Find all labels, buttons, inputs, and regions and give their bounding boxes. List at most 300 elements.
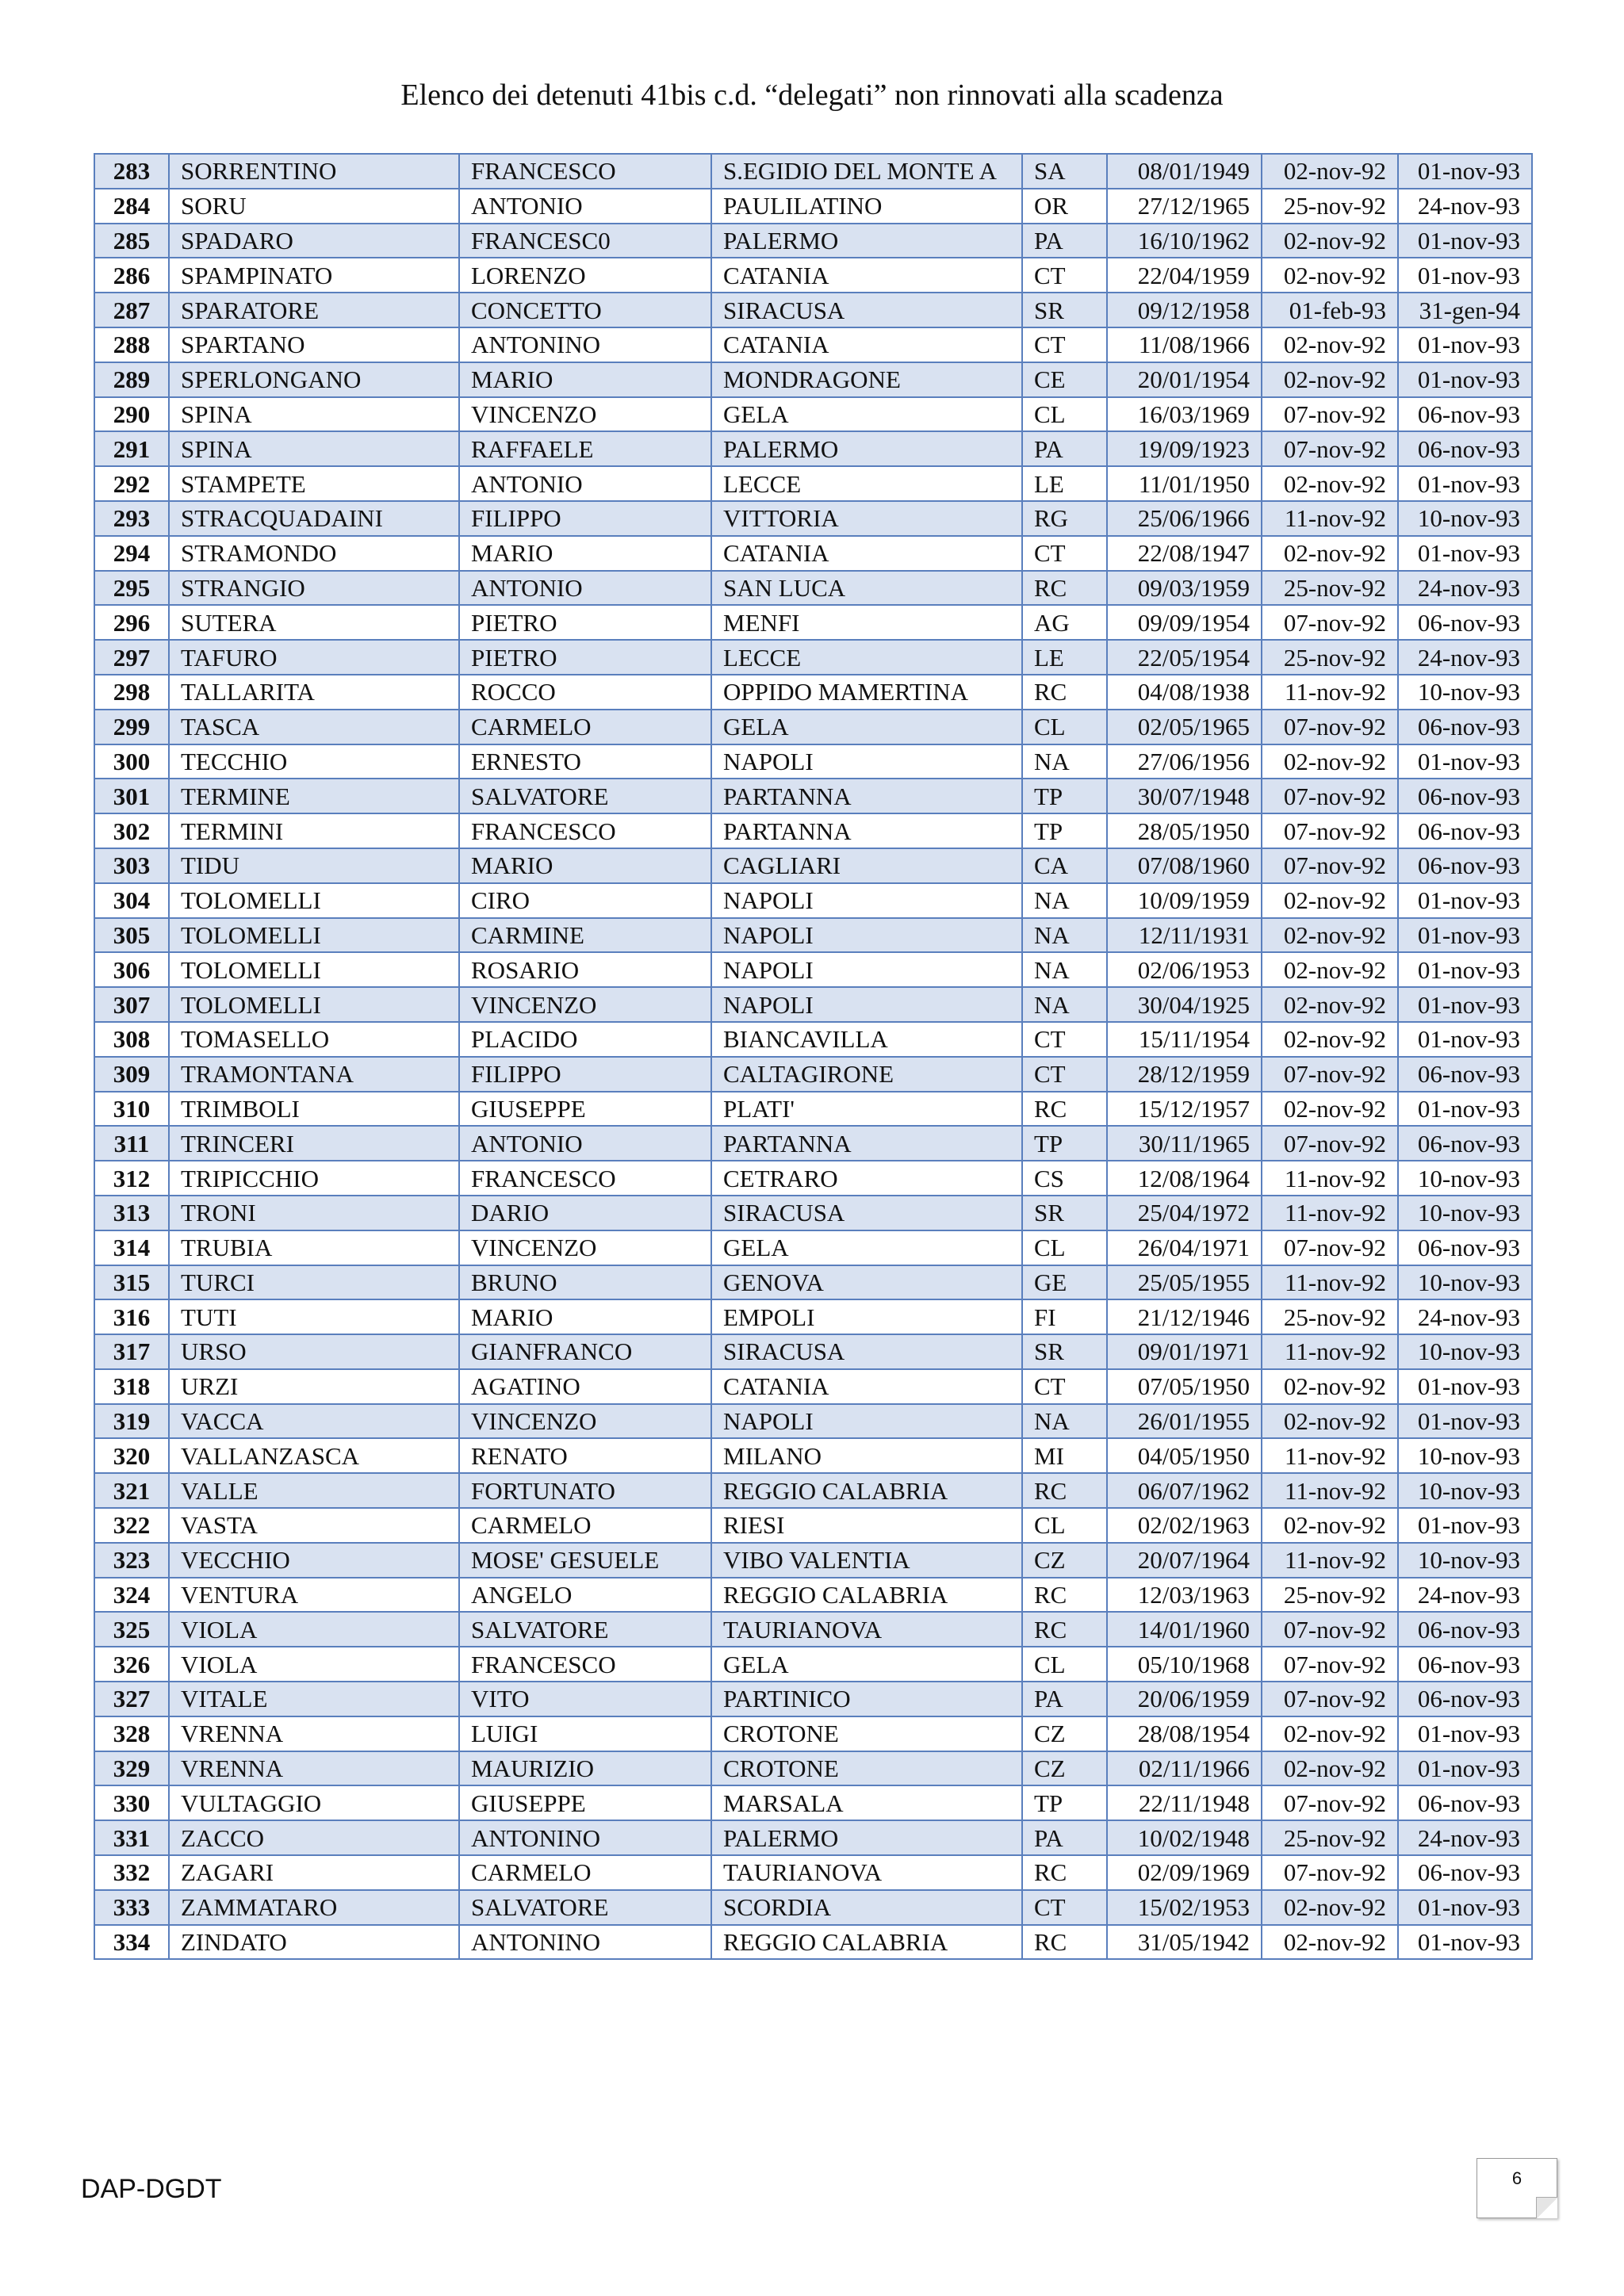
cell-first-name: MARIO [459, 1299, 711, 1334]
cell-start-date: 02-nov-92 [1262, 536, 1398, 571]
cell-surname: VIOLA [169, 1612, 459, 1647]
cell-birthplace: CATANIA [711, 1369, 1022, 1404]
cell-birth-date: 28/05/1950 [1107, 813, 1262, 848]
cell-start-date: 07-nov-92 [1262, 397, 1398, 432]
table-row [94, 1925, 1532, 1960]
cell-birth-date: 25/06/1966 [1107, 501, 1262, 536]
cell-row-number: 298 [94, 675, 169, 710]
cell-surname: TURCI [169, 1265, 459, 1300]
cell-first-name: ANGELO [459, 1578, 711, 1613]
cell-surname: SPINA [169, 397, 459, 432]
cell-surname: TRINCERI [169, 1126, 459, 1161]
cell-start-date: 02-nov-92 [1262, 987, 1398, 1022]
cell-start-date: 02-nov-92 [1262, 466, 1398, 501]
cell-birth-date: 20/06/1959 [1107, 1682, 1262, 1716]
cell-start-date: 02-nov-92 [1262, 918, 1398, 953]
cell-birthplace: SIRACUSA [711, 293, 1022, 327]
cell-surname: TAFURO [169, 640, 459, 675]
cell-surname: SUTERA [169, 605, 459, 640]
cell-start-date: 02-nov-92 [1262, 952, 1398, 987]
cell-end-date: 24-nov-93 [1398, 189, 1532, 224]
cell-province: NA [1022, 952, 1107, 987]
cell-start-date: 02-nov-92 [1262, 224, 1398, 258]
cell-end-date: 10-nov-93 [1398, 1265, 1532, 1300]
cell-first-name: FRANCESCO [459, 813, 711, 848]
cell-birthplace: CROTONE [711, 1751, 1022, 1786]
table-row [94, 813, 1532, 848]
cell-birthplace: NAPOLI [711, 952, 1022, 987]
cell-end-date: 06-nov-93 [1398, 605, 1532, 640]
cell-start-date: 02-nov-92 [1262, 327, 1398, 362]
cell-row-number: 315 [94, 1265, 169, 1300]
cell-surname: STRACQUADAINI [169, 501, 459, 536]
table-row [94, 536, 1532, 571]
cell-birthplace: TAURIANOVA [711, 1612, 1022, 1647]
page-number-box [1477, 2158, 1557, 2218]
cell-first-name: MARIO [459, 362, 711, 397]
cell-birth-date: 09/01/1971 [1107, 1334, 1262, 1369]
cell-province: CZ [1022, 1543, 1107, 1578]
cell-province: CT [1022, 1057, 1107, 1092]
cell-province: CT [1022, 327, 1107, 362]
cell-start-date: 07-nov-92 [1262, 848, 1398, 883]
cell-row-number: 302 [94, 813, 169, 848]
cell-end-date: 10-nov-93 [1398, 1438, 1532, 1473]
cell-first-name: ANTONIO [459, 571, 711, 606]
cell-birth-date: 09/12/1958 [1107, 293, 1262, 327]
cell-row-number: 327 [94, 1682, 169, 1716]
cell-province: CL [1022, 1230, 1107, 1265]
page-curl-icon [1536, 2197, 1557, 2218]
cell-start-date: 02-nov-92 [1262, 362, 1398, 397]
cell-first-name: ANTONINO [459, 1820, 711, 1855]
cell-first-name: CARMINE [459, 918, 711, 953]
cell-end-date: 06-nov-93 [1398, 1057, 1532, 1092]
cell-end-date: 01-nov-93 [1398, 1092, 1532, 1127]
cell-start-date: 25-nov-92 [1262, 1820, 1398, 1855]
cell-birthplace: NAPOLI [711, 883, 1022, 918]
cell-surname: URZI [169, 1369, 459, 1404]
cell-birth-date: 12/11/1931 [1107, 918, 1262, 953]
cell-birth-date: 16/03/1969 [1107, 397, 1262, 432]
cell-birthplace: RIESI [711, 1508, 1022, 1543]
cell-row-number: 316 [94, 1299, 169, 1334]
table-row [94, 1855, 1532, 1890]
cell-birth-date: 04/08/1938 [1107, 675, 1262, 710]
cell-province: CL [1022, 1508, 1107, 1543]
cell-province: CT [1022, 1369, 1107, 1404]
cell-birthplace: CROTONE [711, 1716, 1022, 1751]
cell-start-date: 11-nov-92 [1262, 675, 1398, 710]
cell-birthplace: CALTAGIRONE [711, 1057, 1022, 1092]
table-row [94, 848, 1532, 883]
table-row [94, 883, 1532, 918]
cell-row-number: 308 [94, 1022, 169, 1057]
cell-row-number: 285 [94, 224, 169, 258]
cell-row-number: 317 [94, 1334, 169, 1369]
table-row [94, 293, 1532, 327]
cell-end-date: 01-nov-93 [1398, 744, 1532, 779]
cell-end-date: 06-nov-93 [1398, 813, 1532, 848]
cell-end-date: 06-nov-93 [1398, 1126, 1532, 1161]
cell-province: PA [1022, 431, 1107, 466]
cell-first-name: FILIPPO [459, 1057, 711, 1092]
cell-surname: SPAMPINATO [169, 258, 459, 293]
cell-province: RC [1022, 571, 1107, 606]
cell-row-number: 321 [94, 1473, 169, 1508]
cell-start-date: 25-nov-92 [1262, 640, 1398, 675]
cell-birthplace: CETRARO [711, 1161, 1022, 1196]
cell-start-date: 02-nov-92 [1262, 154, 1398, 189]
cell-surname: STAMPETE [169, 466, 459, 501]
cell-first-name: PLACIDO [459, 1022, 711, 1057]
cell-start-date: 07-nov-92 [1262, 1126, 1398, 1161]
cell-surname: VRENNA [169, 1716, 459, 1751]
cell-birthplace: LECCE [711, 640, 1022, 675]
cell-end-date: 01-nov-93 [1398, 224, 1532, 258]
table-row [94, 1473, 1532, 1508]
cell-birthplace: PARTANNA [711, 1126, 1022, 1161]
cell-birth-date: 11/08/1966 [1107, 327, 1262, 362]
cell-birth-date: 02/09/1969 [1107, 1855, 1262, 1890]
cell-row-number: 299 [94, 710, 169, 744]
cell-birth-date: 14/01/1960 [1107, 1612, 1262, 1647]
cell-province: CS [1022, 1161, 1107, 1196]
cell-birth-date: 16/10/1962 [1107, 224, 1262, 258]
cell-birth-date: 12/08/1964 [1107, 1161, 1262, 1196]
cell-first-name: VINCENZO [459, 987, 711, 1022]
table-row [94, 1196, 1532, 1230]
cell-end-date: 01-nov-93 [1398, 466, 1532, 501]
cell-end-date: 24-nov-93 [1398, 1299, 1532, 1334]
cell-start-date: 11-nov-92 [1262, 501, 1398, 536]
cell-first-name: VINCENZO [459, 1230, 711, 1265]
cell-birthplace: LECCE [711, 466, 1022, 501]
detainee-table [94, 153, 1533, 1960]
cell-end-date: 24-nov-93 [1398, 1820, 1532, 1855]
cell-surname: VIOLA [169, 1647, 459, 1682]
cell-surname: VECCHIO [169, 1543, 459, 1578]
cell-row-number: 293 [94, 501, 169, 536]
table-row [94, 362, 1532, 397]
cell-birthplace: REGGIO CALABRIA [711, 1925, 1022, 1960]
cell-row-number: 323 [94, 1543, 169, 1578]
cell-surname: TERMINE [169, 779, 459, 813]
cell-start-date: 11-nov-92 [1262, 1196, 1398, 1230]
cell-province: LE [1022, 640, 1107, 675]
cell-end-date: 24-nov-93 [1398, 1578, 1532, 1613]
cell-end-date: 01-nov-93 [1398, 952, 1532, 987]
cell-first-name: VITO [459, 1682, 711, 1716]
cell-birthplace: MENFI [711, 605, 1022, 640]
cell-start-date: 02-nov-92 [1262, 1369, 1398, 1404]
cell-start-date: 02-nov-92 [1262, 1890, 1398, 1925]
cell-end-date: 01-nov-93 [1398, 1022, 1532, 1057]
cell-end-date: 01-nov-93 [1398, 1751, 1532, 1786]
cell-end-date: 10-nov-93 [1398, 501, 1532, 536]
cell-birthplace: NAPOLI [711, 1404, 1022, 1439]
cell-end-date: 01-nov-93 [1398, 1404, 1532, 1439]
table-row [94, 1647, 1532, 1682]
cell-row-number: 295 [94, 571, 169, 606]
cell-first-name: FORTUNATO [459, 1473, 711, 1508]
cell-end-date: 24-nov-93 [1398, 571, 1532, 606]
cell-first-name: MARIO [459, 848, 711, 883]
cell-surname: SPADARO [169, 224, 459, 258]
cell-start-date: 11-nov-92 [1262, 1438, 1398, 1473]
cell-first-name: ANTONIO [459, 189, 711, 224]
cell-province: CZ [1022, 1716, 1107, 1751]
cell-first-name: FRANCESCO [459, 1161, 711, 1196]
cell-birth-date: 12/03/1963 [1107, 1578, 1262, 1613]
cell-surname: TOMASELLO [169, 1022, 459, 1057]
cell-birthplace: CAGLIARI [711, 848, 1022, 883]
cell-end-date: 06-nov-93 [1398, 1785, 1532, 1820]
cell-birth-date: 15/02/1953 [1107, 1890, 1262, 1925]
cell-row-number: 325 [94, 1612, 169, 1647]
table-row [94, 1438, 1532, 1473]
cell-first-name: CIRO [459, 883, 711, 918]
table-row [94, 1751, 1532, 1786]
cell-surname: SPERLONGANO [169, 362, 459, 397]
cell-first-name: ERNESTO [459, 744, 711, 779]
cell-birth-date: 20/07/1964 [1107, 1543, 1262, 1578]
cell-birth-date: 22/04/1959 [1107, 258, 1262, 293]
cell-province: CT [1022, 1022, 1107, 1057]
cell-province: RC [1022, 1855, 1107, 1890]
table-row [94, 1334, 1532, 1369]
cell-first-name: PIETRO [459, 640, 711, 675]
table-row [94, 1716, 1532, 1751]
cell-first-name: BRUNO [459, 1265, 711, 1300]
cell-row-number: 294 [94, 536, 169, 571]
cell-province: SR [1022, 1334, 1107, 1369]
cell-first-name: SALVATORE [459, 1612, 711, 1647]
cell-first-name: CARMELO [459, 1508, 711, 1543]
cell-birthplace: PLATI' [711, 1092, 1022, 1127]
cell-row-number: 290 [94, 397, 169, 432]
cell-province: CA [1022, 848, 1107, 883]
cell-row-number: 309 [94, 1057, 169, 1092]
cell-birth-date: 22/05/1954 [1107, 640, 1262, 675]
cell-province: RC [1022, 1925, 1107, 1960]
cell-province: CL [1022, 710, 1107, 744]
cell-row-number: 291 [94, 431, 169, 466]
cell-surname: TASCA [169, 710, 459, 744]
cell-province: CT [1022, 536, 1107, 571]
cell-start-date: 07-nov-92 [1262, 1057, 1398, 1092]
cell-birthplace: PALERMO [711, 431, 1022, 466]
cell-start-date: 02-nov-92 [1262, 1022, 1398, 1057]
cell-first-name: SALVATORE [459, 779, 711, 813]
cell-end-date: 01-nov-93 [1398, 327, 1532, 362]
cell-birthplace: PALERMO [711, 224, 1022, 258]
cell-province: CE [1022, 362, 1107, 397]
cell-start-date: 07-nov-92 [1262, 1855, 1398, 1890]
table-row [94, 466, 1532, 501]
cell-end-date: 01-nov-93 [1398, 987, 1532, 1022]
cell-province: MI [1022, 1438, 1107, 1473]
table-row [94, 1230, 1532, 1265]
cell-start-date: 11-nov-92 [1262, 1161, 1398, 1196]
cell-start-date: 07-nov-92 [1262, 605, 1398, 640]
cell-surname: SPINA [169, 431, 459, 466]
cell-start-date: 25-nov-92 [1262, 1578, 1398, 1613]
cell-start-date: 11-nov-92 [1262, 1473, 1398, 1508]
cell-surname: SPARTANO [169, 327, 459, 362]
table-row [94, 1126, 1532, 1161]
cell-first-name: ANTONINO [459, 1925, 711, 1960]
cell-province: CT [1022, 1890, 1107, 1925]
cell-first-name: FRANCESCO [459, 154, 711, 189]
cell-row-number: 292 [94, 466, 169, 501]
cell-birth-date: 07/08/1960 [1107, 848, 1262, 883]
cell-first-name: MAURIZIO [459, 1751, 711, 1786]
cell-surname: VITALE [169, 1682, 459, 1716]
cell-surname: TECCHIO [169, 744, 459, 779]
cell-surname: URSO [169, 1334, 459, 1369]
cell-province: TP [1022, 1126, 1107, 1161]
table-row [94, 501, 1532, 536]
cell-first-name: RENATO [459, 1438, 711, 1473]
cell-start-date: 11-nov-92 [1262, 1334, 1398, 1369]
cell-birthplace: NAPOLI [711, 744, 1022, 779]
cell-birthplace: NAPOLI [711, 987, 1022, 1022]
cell-birthplace: SIRACUSA [711, 1334, 1022, 1369]
cell-surname: ZAGARI [169, 1855, 459, 1890]
cell-start-date: 25-nov-92 [1262, 189, 1398, 224]
cell-surname: TOLOMELLI [169, 952, 459, 987]
cell-row-number: 304 [94, 883, 169, 918]
cell-start-date: 11-nov-92 [1262, 1543, 1398, 1578]
cell-row-number: 328 [94, 1716, 169, 1751]
cell-first-name: ANTONINO [459, 327, 711, 362]
table-row [94, 744, 1532, 779]
cell-surname: VENTURA [169, 1578, 459, 1613]
cell-province: TP [1022, 1785, 1107, 1820]
cell-start-date: 07-nov-92 [1262, 779, 1398, 813]
cell-province: NA [1022, 1404, 1107, 1439]
cell-birth-date: 27/06/1956 [1107, 744, 1262, 779]
cell-end-date: 01-nov-93 [1398, 154, 1532, 189]
cell-birthplace: OPPIDO MAMERTINA [711, 675, 1022, 710]
page-number: 6 [1511, 2168, 1522, 2188]
cell-province: CL [1022, 397, 1107, 432]
cell-surname: VRENNA [169, 1751, 459, 1786]
cell-surname: STRANGIO [169, 571, 459, 606]
cell-birthplace: SAN LUCA [711, 571, 1022, 606]
cell-end-date: 24-nov-93 [1398, 640, 1532, 675]
cell-row-number: 322 [94, 1508, 169, 1543]
cell-end-date: 01-nov-93 [1398, 1890, 1532, 1925]
cell-end-date: 01-nov-93 [1398, 1369, 1532, 1404]
cell-row-number: 334 [94, 1925, 169, 1960]
cell-surname: TALLARITA [169, 675, 459, 710]
cell-end-date: 01-nov-93 [1398, 536, 1532, 571]
cell-province: RC [1022, 1473, 1107, 1508]
cell-row-number: 329 [94, 1751, 169, 1786]
cell-first-name: ANTONIO [459, 466, 711, 501]
table-row [94, 675, 1532, 710]
table-row [94, 1508, 1532, 1543]
cell-birthplace: NAPOLI [711, 918, 1022, 953]
cell-birthplace: PALERMO [711, 1820, 1022, 1855]
cell-first-name: ROCCO [459, 675, 711, 710]
table-row [94, 258, 1532, 293]
detainee-table-body [94, 154, 1532, 1959]
table-row [94, 640, 1532, 675]
cell-start-date: 02-nov-92 [1262, 1925, 1398, 1960]
cell-province: NA [1022, 744, 1107, 779]
cell-row-number: 303 [94, 848, 169, 883]
cell-end-date: 06-nov-93 [1398, 779, 1532, 813]
cell-row-number: 333 [94, 1890, 169, 1925]
cell-start-date: 02-nov-92 [1262, 1508, 1398, 1543]
cell-first-name: SALVATORE [459, 1890, 711, 1925]
cell-first-name: ANTONIO [459, 1126, 711, 1161]
cell-surname: TRONI [169, 1196, 459, 1230]
cell-first-name: DARIO [459, 1196, 711, 1230]
cell-province: OR [1022, 189, 1107, 224]
cell-end-date: 10-nov-93 [1398, 1161, 1532, 1196]
cell-end-date: 01-nov-93 [1398, 918, 1532, 953]
cell-surname: VULTAGGIO [169, 1785, 459, 1820]
cell-birthplace: SCORDIA [711, 1890, 1022, 1925]
cell-surname: VALLANZASCA [169, 1438, 459, 1473]
cell-row-number: 332 [94, 1855, 169, 1890]
cell-row-number: 326 [94, 1647, 169, 1682]
cell-province: SA [1022, 154, 1107, 189]
cell-row-number: 324 [94, 1578, 169, 1613]
table-row [94, 571, 1532, 606]
cell-first-name: GIUSEPPE [459, 1785, 711, 1820]
cell-surname: SORRENTINO [169, 154, 459, 189]
cell-start-date: 02-nov-92 [1262, 1716, 1398, 1751]
cell-start-date: 07-nov-92 [1262, 1682, 1398, 1716]
table-row [94, 1578, 1532, 1613]
cell-end-date: 10-nov-93 [1398, 1196, 1532, 1230]
cell-birth-date: 28/08/1954 [1107, 1716, 1262, 1751]
cell-surname: TERMINI [169, 813, 459, 848]
cell-birth-date: 26/01/1955 [1107, 1404, 1262, 1439]
table-row [94, 1369, 1532, 1404]
cell-start-date: 07-nov-92 [1262, 1785, 1398, 1820]
cell-province: LE [1022, 466, 1107, 501]
cell-row-number: 312 [94, 1161, 169, 1196]
cell-end-date: 06-nov-93 [1398, 1612, 1532, 1647]
cell-surname: TRIMBOLI [169, 1092, 459, 1127]
cell-surname: TIDU [169, 848, 459, 883]
cell-birthplace: PARTANNA [711, 779, 1022, 813]
cell-start-date: 11-nov-92 [1262, 1265, 1398, 1300]
cell-first-name: CONCETTO [459, 293, 711, 327]
cell-province: NA [1022, 883, 1107, 918]
table-row [94, 1543, 1532, 1578]
cell-end-date: 01-nov-93 [1398, 1508, 1532, 1543]
cell-row-number: 313 [94, 1196, 169, 1230]
cell-first-name: GIUSEPPE [459, 1092, 711, 1127]
table-row [94, 1612, 1532, 1647]
cell-end-date: 06-nov-93 [1398, 397, 1532, 432]
cell-start-date: 07-nov-92 [1262, 1647, 1398, 1682]
cell-row-number: 283 [94, 154, 169, 189]
cell-birth-date: 20/01/1954 [1107, 362, 1262, 397]
cell-end-date: 06-nov-93 [1398, 710, 1532, 744]
table-row [94, 1092, 1532, 1127]
cell-row-number: 331 [94, 1820, 169, 1855]
cell-first-name: MARIO [459, 536, 711, 571]
cell-birth-date: 02/05/1965 [1107, 710, 1262, 744]
